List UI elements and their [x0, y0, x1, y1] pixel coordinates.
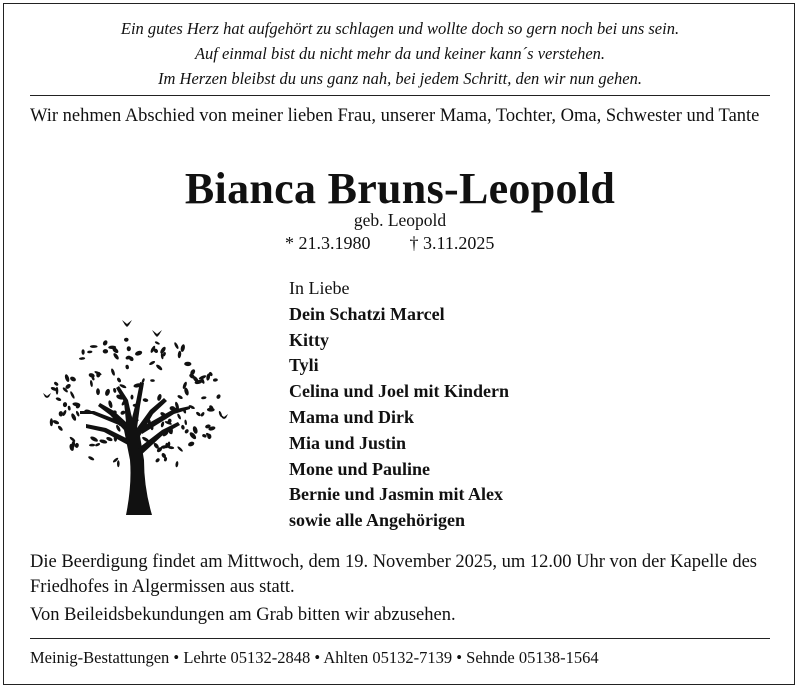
funeral-home-contact: Meinig-Bestattungen • Lehrte 05132-2848 • Ahlten 05132-7139 • Sehnde 05138-1564	[30, 648, 599, 667]
tree-leaf	[53, 381, 59, 387]
tree-leaf	[125, 364, 129, 369]
tree-leaf	[50, 418, 53, 426]
tree-leaf	[177, 351, 181, 359]
tree-leaf	[142, 398, 148, 403]
tree-leaf	[173, 342, 179, 350]
tree-leaf	[110, 368, 115, 376]
mourner: Tyli	[289, 355, 319, 376]
tree-leaf	[149, 360, 156, 366]
mourner: Bernie und Jasmin mit Alex	[289, 484, 504, 505]
tree-leaf	[104, 388, 111, 396]
tree-leaf	[90, 380, 94, 387]
tree-leaf	[90, 345, 98, 348]
tree-leaf	[216, 394, 222, 400]
tree-leaf	[67, 405, 71, 410]
tree-leaf	[64, 374, 70, 383]
tree-leaf	[89, 444, 95, 447]
tree-leaf	[55, 397, 62, 402]
mourner: Kitty	[289, 329, 329, 350]
tree-leaf	[106, 436, 113, 442]
tree-leaf	[184, 419, 187, 425]
tree-leaf	[184, 362, 191, 367]
tree-leaf	[184, 428, 190, 434]
tree-leaf	[134, 350, 142, 357]
mourners-list	[289, 276, 509, 534]
tree-leaf	[177, 394, 184, 399]
tree-leaf	[154, 341, 160, 346]
tree-leaf	[96, 388, 100, 395]
tree-leaf	[88, 372, 95, 378]
mourner: Mama und Dirk	[289, 406, 415, 427]
condolences-note: Von Beileidsbekundungen am Grab bitten wir abzusehen.	[30, 605, 456, 625]
tree-leaf	[177, 446, 184, 453]
tree-leaf	[117, 460, 120, 467]
tree-leaf	[155, 364, 163, 372]
tree-leaf	[175, 461, 179, 468]
tree-leaf	[69, 391, 75, 399]
mourner: Celina und Joel mit Kindern	[289, 381, 510, 402]
tree-leaf	[99, 439, 108, 445]
tree-leaf	[130, 395, 133, 400]
tree-leaf	[195, 411, 201, 417]
tree-leaf	[69, 376, 76, 383]
tree-leaf	[177, 413, 182, 420]
birth-date: * 21.3.1980	[285, 233, 371, 253]
mourner: sowie alle Angehörigen	[289, 510, 465, 531]
death-date: † 3.11.2025	[409, 233, 495, 253]
tree-leaf	[63, 402, 68, 407]
mourner: Mia und Justin	[289, 432, 407, 453]
poem	[0, 16, 800, 91]
tree-leaf	[150, 379, 155, 382]
funeral-info: Die Beerdigung findet am Mittwoch, dem 19. November 2025, um 12.00 Uhr von der Kapelle des Friedhofes in Algermissen aus statt.	[30, 552, 757, 597]
tree-leaf	[59, 411, 64, 417]
tree-leaf	[52, 419, 60, 425]
life-dates	[285, 233, 494, 254]
tree-leaf	[70, 413, 77, 422]
tree-leaf	[201, 396, 207, 400]
tree-leaf	[87, 350, 92, 353]
tree-leaf	[108, 400, 114, 409]
tree-leaf	[81, 349, 84, 355]
birth-name: geb. Leopold	[353, 210, 447, 230]
tree-leaf	[181, 425, 186, 431]
mourner: Dein Schatzi Marcel	[289, 303, 445, 324]
tree-leaf	[200, 411, 205, 417]
tree-leaf	[74, 443, 79, 449]
tree-leaf	[103, 349, 108, 353]
poem-line: Ein gutes Herz hat aufgehört zu schlagen und wollte doch so gern noch bei uns sein.	[120, 19, 680, 38]
divider-top	[30, 95, 770, 96]
tree-leaf	[155, 457, 161, 463]
tree-leaf	[127, 346, 131, 351]
tree-of-life-icon	[40, 310, 230, 520]
tree-leaf	[102, 339, 108, 346]
tree-leaf	[180, 344, 186, 352]
intro-text: Wir nehmen Abschied von meiner lieben Frau, unserer Mama, Tochter, Oma, Schwester und Tante	[30, 106, 760, 126]
tree-leaf	[88, 455, 95, 461]
tree-leaf	[116, 377, 122, 383]
tree-leaf	[207, 408, 215, 412]
mourner: Mone und Pauline	[289, 458, 431, 479]
divider-bottom	[30, 638, 770, 639]
tree-leaf	[79, 357, 85, 360]
tree-leaf	[187, 441, 195, 447]
poem-line: Im Herzen bleibst du uns ganz nah, bei jedem Schritt, den wir nun gehen.	[158, 69, 642, 88]
tree-leaf	[75, 410, 80, 417]
tree-leaf	[57, 425, 64, 432]
tree-leaf	[89, 435, 98, 442]
mourners-intro: In Liebe	[289, 278, 350, 298]
tree-leaf	[124, 338, 129, 342]
deceased-name: Bianca Bruns-Leopold	[184, 164, 616, 213]
tree-leaf	[112, 352, 119, 360]
tree-leaf	[113, 388, 117, 393]
poem-line: Auf einmal bist du nicht mehr da und keiner kann´s verstehen.	[194, 44, 606, 63]
tree-leaf	[213, 378, 218, 382]
tree-leaf	[95, 442, 101, 446]
